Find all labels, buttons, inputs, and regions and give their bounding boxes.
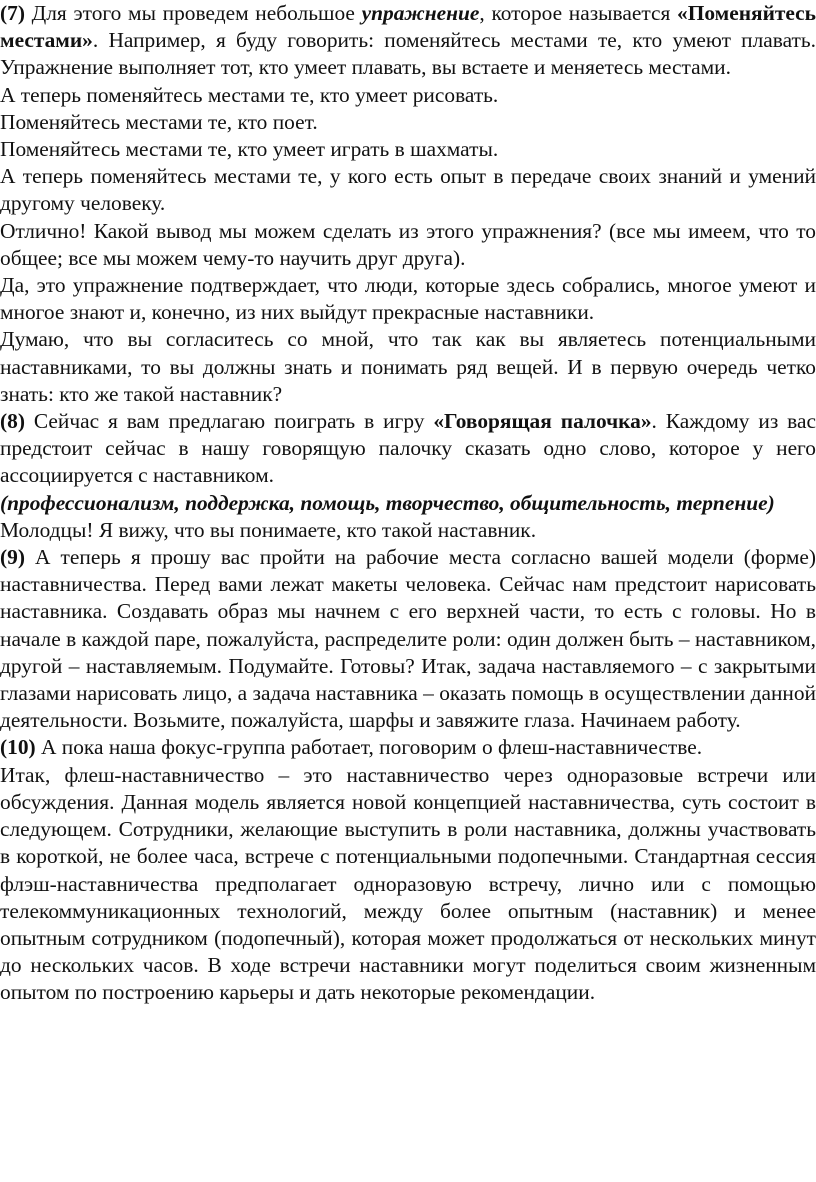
paragraph-flash-intro xyxy=(0,734,816,761)
paragraph-associations: (профессионализм, поддержка, помощь, творчество, общительность, терпение) xyxy=(0,490,775,515)
text: . Каждому из вас предстоит сейчас в нашу говорящую палочку сказать одно слово, которое у него ассоциируется с наставником. xyxy=(0,409,816,488)
game-title: «Говорящая палочка» xyxy=(433,409,652,434)
paragraph-exercise-swap-places xyxy=(0,0,816,82)
text: А пока наша фокус-группа работает, поговорим о флеш-наставничестве. xyxy=(35,735,703,760)
exercise-title: «Поменяйтесь местами» xyxy=(0,1,816,53)
step-number-10: (10) xyxy=(0,735,36,760)
paragraph-drawing-task xyxy=(0,544,816,734)
paragraph-flash-mentoring: Итак, флеш-наставничество – это наставничество через одноразовые встречи или обсуждения. Данная модель является новой концепцией наставничества, суть состоит в следующем. Сотрудники, желающие выступить в роли наставника, должны участвовать в короткой, не более часа, встрече с потенциальными подопечными. Стандартная сессия флэш-наставничества предполагает одноразовую встречу, лично или с помощью телекоммуникационных технологий, между более опытным (наставник) и менее опытным сотрудником (подопечный), которая может продолжаться от нескольких минут до нескольких часов. В ходе встречи наставники могут поделиться своим жизненным опытом по построению карьеры и дать некоторые рекомендации. xyxy=(0,762,816,1005)
text: А теперь я прошу вас пройти на рабочие места согласно вашей модели (форме) наставничества. Перед вами лежат макеты человека. Сейчас нам предстоит нарисовать наставника. Создавать образ мы начнем с его верхней части, то есть с головы. Но в начале в каждой паре, пожалуйста, распределите роли: один должен быть – наставником, другой – наставляемым. Подумайте. Готовы? Итак, задача наставляемого – с закрытыми глазами нарисовать лицо, а задача наставника – оказать помощь в осуществлении данной деятельности. Возьмите, пожалуйста, шарфы и завяжите глаза. Начинаем работу. xyxy=(0,545,816,733)
text: Сейчас я вам предлагаю поиграть в игру xyxy=(24,409,434,434)
step-number-7: (7) xyxy=(0,1,25,25)
paragraph-who-is-mentor: Думаю, что вы согласитесь со мной, что так как вы являетесь потенциальными наставниками, то вы должны знать и понимать ряд вещей. И в первую очередь четко знать: кто же такой наставник? xyxy=(0,327,816,406)
term-exercise: упражнение xyxy=(361,1,480,25)
paragraph-sing: Поменяйтесь местами те, кто поет. xyxy=(0,109,318,134)
paragraph-talking-stick xyxy=(0,408,816,490)
paragraph-draw: А теперь поменяйтесь местами те, кто умеет рисовать. xyxy=(0,82,499,107)
paragraph-chess: Поменяйтесь местами те, кто умеет играть в шахматы. xyxy=(0,137,499,162)
text: , которое называется xyxy=(479,1,678,25)
step-number-9: (9) xyxy=(0,545,25,570)
text: . Например, я буду говорить: поменяйтесь местами те, кто умеют плавать. Упражнение выполняет тот, кто умеет плавать, вы встаете и меняетесь местами. xyxy=(0,28,816,80)
paragraph-well-done: Молодцы! Я вижу, что вы понимаете, кто такой наставник. xyxy=(0,517,537,542)
paragraph-experience: А теперь поменяйтесь местами те, у кого есть опыт в передаче своих знаний и умений другому человеку. xyxy=(0,164,816,216)
step-number-8: (8) xyxy=(0,409,25,434)
paragraph-conclusion-question: Отлично! Какой вывод мы можем сделать из этого упражнения? (все мы имеем, что то общее; все мы можем чему-то научить друг друга). xyxy=(0,218,816,270)
paragraph-confirmation: Да, это упражнение подтверждает, что люди, которые здесь собрались, многое умеют и многое знают и, конечно, из них выйдут прекрасные наставники. xyxy=(0,273,816,325)
text: Для этого мы проведем небольшое xyxy=(24,1,362,25)
